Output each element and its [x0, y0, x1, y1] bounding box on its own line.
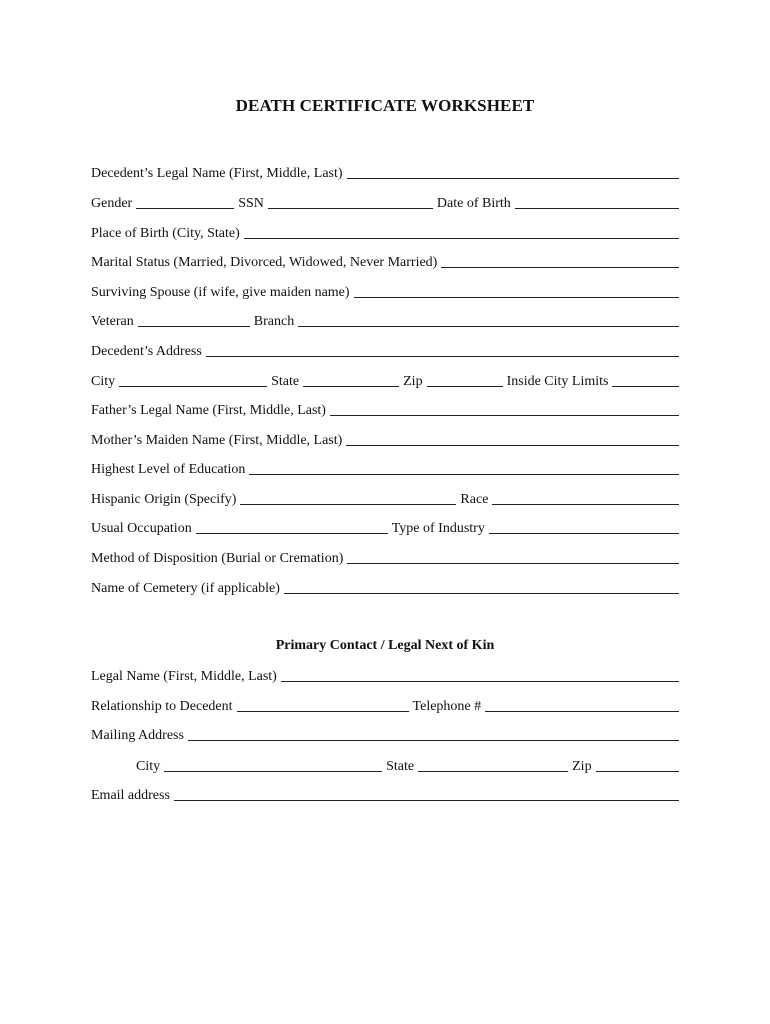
field-state[interactable] — [303, 386, 399, 387]
field-hispanic-origin[interactable] — [240, 504, 456, 505]
field-method-of-disposition[interactable] — [347, 563, 679, 564]
label-telephone: Telephone # — [412, 699, 482, 714]
row-decedent-address — [91, 340, 679, 360]
label-usual-occupation: Usual Occupation — [91, 521, 192, 536]
label-contact-legal-name: Legal Name (First, Middle, Last) — [91, 669, 277, 684]
label-branch: Branch — [253, 314, 295, 329]
field-education[interactable] — [249, 474, 679, 475]
field-inside-city-limits[interactable] — [612, 386, 679, 387]
field-marital-status[interactable] — [441, 267, 679, 268]
row-contact-city-state-zip — [136, 755, 679, 775]
label-gender: Gender — [91, 196, 133, 211]
row-veteran-branch — [91, 310, 679, 330]
field-contact-zip[interactable] — [596, 771, 679, 772]
label-mother-name: Mother’s Maiden Name (First, Middle, Last) — [91, 433, 343, 448]
label-marital-status: Marital Status (Married, Divorced, Widowed, Never Married) — [91, 255, 438, 270]
label-type-of-industry: Type of Industry — [391, 521, 485, 536]
field-zip[interactable] — [427, 386, 503, 387]
field-relationship[interactable] — [237, 711, 409, 712]
field-father-name[interactable] — [330, 415, 679, 416]
row-education — [91, 458, 679, 478]
label-education: Highest Level of Education — [91, 462, 246, 477]
field-branch[interactable] — [298, 326, 679, 327]
field-email-address[interactable] — [174, 800, 679, 801]
label-contact-zip: Zip — [572, 759, 592, 774]
field-cemetery[interactable] — [284, 593, 679, 594]
row-occupation-industry — [91, 517, 679, 537]
label-contact-state: State — [386, 759, 415, 774]
label-hispanic-origin: Hispanic Origin (Specify) — [91, 492, 237, 507]
label-place-of-birth: Place of Birth (City, State) — [91, 226, 240, 241]
label-city: City — [91, 374, 116, 389]
label-state: State — [271, 374, 300, 389]
field-type-of-industry[interactable] — [489, 533, 679, 534]
field-surviving-spouse[interactable] — [354, 297, 679, 298]
label-cemetery: Name of Cemetery (if applicable) — [91, 581, 280, 596]
field-usual-occupation[interactable] — [196, 533, 388, 534]
field-race[interactable] — [492, 504, 679, 505]
label-date-of-birth: Date of Birth — [436, 196, 511, 211]
field-decedent-address[interactable] — [206, 356, 679, 357]
label-surviving-spouse: Surviving Spouse (if wife, give maiden name) — [91, 285, 350, 300]
row-gender-ssn-dob — [91, 192, 679, 212]
label-ssn: SSN — [238, 196, 264, 211]
section-heading-primary-contact: Primary Contact / Legal Next of Kin — [275, 638, 495, 653]
label-father-name: Father’s Legal Name (First, Middle, Last) — [91, 403, 326, 418]
label-mailing-address: Mailing Address — [91, 728, 184, 743]
field-gender[interactable] — [136, 208, 234, 209]
label-race: Race — [460, 492, 489, 507]
field-contact-city[interactable] — [164, 771, 382, 772]
row-place-of-birth — [91, 222, 679, 242]
field-date-of-birth[interactable] — [515, 208, 679, 209]
label-decedent-address: Decedent’s Address — [91, 344, 202, 359]
row-email-address — [91, 784, 679, 804]
row-father-name — [91, 399, 679, 419]
field-contact-state[interactable] — [418, 771, 568, 772]
field-veteran[interactable] — [138, 326, 250, 327]
field-contact-legal-name[interactable] — [281, 681, 679, 682]
field-mother-name[interactable] — [346, 445, 679, 446]
field-telephone[interactable] — [485, 711, 679, 712]
row-mailing-address — [91, 724, 679, 744]
field-ssn[interactable] — [268, 208, 433, 209]
page-title: DEATH CERTIFICATE WORKSHEET — [235, 96, 535, 115]
label-method-of-disposition: Method of Disposition (Burial or Cremation) — [91, 551, 344, 566]
row-city-state-zip — [91, 370, 679, 390]
label-zip: Zip — [403, 374, 423, 389]
field-city[interactable] — [119, 386, 267, 387]
label-veteran: Veteran — [91, 314, 134, 329]
row-method-of-disposition — [91, 547, 679, 567]
label-contact-city: City — [136, 759, 161, 774]
label-relationship: Relationship to Decedent — [91, 699, 233, 714]
row-mother-name — [91, 429, 679, 449]
field-place-of-birth[interactable] — [244, 238, 679, 239]
row-decedent-legal-name — [91, 162, 679, 182]
row-contact-legal-name — [91, 665, 679, 685]
row-hispanic-race — [91, 488, 679, 508]
label-inside-city-limits: Inside City Limits — [506, 374, 609, 389]
field-mailing-address[interactable] — [188, 740, 679, 741]
row-marital-status — [91, 251, 679, 271]
row-cemetery — [91, 577, 679, 597]
label-email-address: Email address — [91, 788, 170, 803]
row-surviving-spouse — [91, 281, 679, 301]
row-relationship-telephone — [91, 695, 679, 715]
label-decedent-legal-name: Decedent’s Legal Name (First, Middle, Last) — [91, 166, 343, 181]
field-decedent-legal-name[interactable] — [347, 178, 679, 179]
